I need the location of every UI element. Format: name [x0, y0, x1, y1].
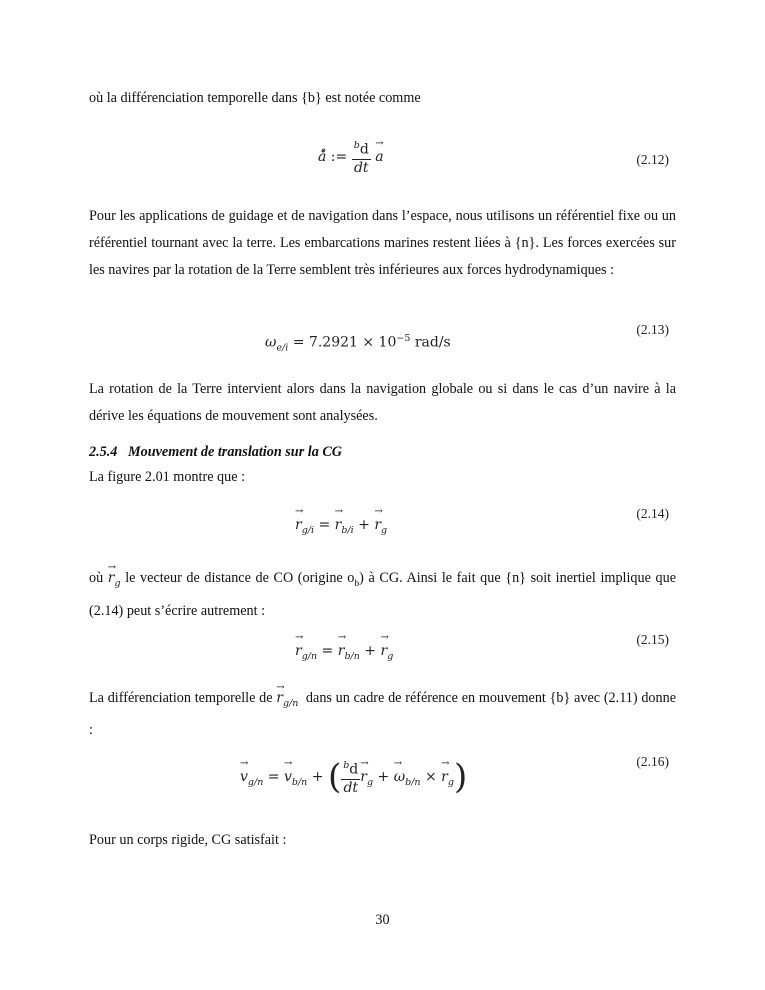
- paragraph-intro: où la différenciation temporelle dans {b} est notée comme: [89, 90, 421, 106]
- equation-2-16: → $v_{g/n}$ = → $v_{b/n}$ + ( $\frac{^bd}{dt}$ → $r_g$ + → $\omega_{b/n}$ × → $r_g$): [240, 757, 467, 797]
- section-heading: [89, 444, 342, 461]
- page-number: 30: [375, 912, 390, 928]
- equation-2-13-unit: rad/s: [410, 334, 451, 351]
- equation-number-2-12: (2.12): [636, 152, 669, 167]
- p5-subscript-b: b: [354, 578, 360, 589]
- inline-vector-rg: → $r_g$: [108, 570, 121, 586]
- paragraph-figure-ref: La figure 2.01 montre que :: [89, 469, 246, 485]
- p5-text-d: ) à CG. Ainsi le fait que {n} soit inertiel implique que (2.14) peut s’écrire autrement :: [89, 570, 676, 619]
- p6-text-a: La différenciation temporelle de: [89, 690, 273, 706]
- section-number: 2.5.4: [89, 444, 118, 460]
- inline-vector-rgn: → $r_{g/n}$: [276, 690, 298, 706]
- equation-2-13-value: = 7.2921 × 10: [292, 334, 397, 351]
- equation-number-2-15: (2.15): [636, 632, 669, 647]
- equation-2-15: → $r_{g/n}$ = → $r_{b/n}$ + → $r_g$: [295, 643, 393, 662]
- equation-2-12: ȧ̊ := $\frac{^bd}{dt}$ → a: [318, 137, 384, 177]
- equation-number-2-14: (2.14): [636, 506, 669, 521]
- equation-2-13-exponent: −5: [396, 333, 411, 344]
- equation-number-2-16: (2.16): [636, 754, 669, 769]
- equation-2-13: $\omega_{e/i} = 7.2921 \times 10^{-5}$ rad/s: [265, 333, 451, 354]
- equation-number-2-13: (2.13): [636, 322, 669, 337]
- paragraph-rigid-body: Pour un corps rigide, CG satisfait :: [89, 832, 287, 848]
- p6-text-b: dans un cadre de référence en mouvement {b} avec (2.11) donne :: [89, 690, 677, 738]
- paragraph-navigation: Pour les applications de guidage et de navigation dans l’espace, nous utilisons un référentiel fixe ou un référentiel tournant avec la terre. Les embarcations marines restent liées à {n}. Les forces exercées sur les navires par la rotation de la Terre semblent très inférieures aux forces hydrodynamiques :: [89, 208, 676, 278]
- paragraph-earth-rotation: La rotation de la Terre intervient alors dans la navigation globale ou si dans le cas d’un navire à la dérive les équations de mouvement sont analysées.: [89, 381, 676, 424]
- p5-text-a: où: [89, 570, 104, 586]
- paragraph-distance-vector: [89, 565, 676, 625]
- paragraph-time-derivative: [89, 685, 676, 744]
- section-title: Mouvement de translation sur la CG: [128, 444, 343, 460]
- p5-text-b: le vecteur de distance de CO (origine o: [125, 570, 355, 586]
- equation-2-14: → $r_{g/i}$ = → $r_{b/i}$ + → $r_g$: [295, 517, 387, 536]
